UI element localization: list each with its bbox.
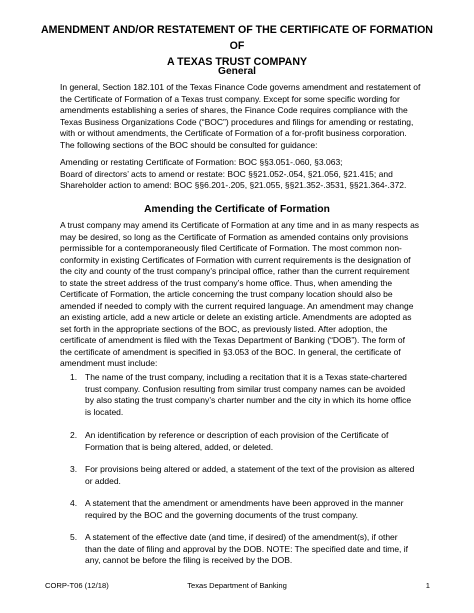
list-item-line: or added. xyxy=(85,475,121,486)
list-item-line: An identification by reference or description of each provision of the Certificate of xyxy=(85,430,389,440)
list-item-text xyxy=(85,532,435,567)
list-item-number: 4. xyxy=(70,498,78,508)
paragraph-line: the Certificate of Formation of a Texas trust company. Except for some specific wording for xyxy=(60,93,400,104)
boc-reference-line: Board of directors’ acts to amend or restate: BOC §§21.052-.054, §21.056, §21.415; and xyxy=(60,168,393,179)
list-item-line: A statement that the amendment or amendments have been approved in the manner xyxy=(85,498,404,508)
paragraph-line: A trust company may amend its Certificate of Formation at any time and in as many respects as xyxy=(60,220,420,230)
list-item-text xyxy=(85,498,435,521)
list-item-number: 3. xyxy=(70,464,78,474)
paragraph-line: Certificate of Formation, the article concerning the trust company location should also be xyxy=(60,289,393,299)
list-item-line: A statement of the effective date (and time, if desired) of the amendment(s), if other xyxy=(85,532,398,542)
boc-reference-line: Amending or restating Certificate of Formation: BOC §§3.051-.060, §3.063; xyxy=(60,157,343,167)
list-item-line: any, cannot be before the filing is received by the DOB. xyxy=(85,555,293,565)
list-item-line: trust company. Confusion resulting from similar trust company names can be avoided xyxy=(85,383,406,394)
list-item-text xyxy=(85,464,435,487)
list-item-number: 2. xyxy=(70,430,78,440)
paragraph-line: the city and county of the trust company’s principal office, rather than the current requirement xyxy=(60,266,410,276)
paragraph-line: set forth in the appropriate sections of the BOC, as previously listed. After adoption, the xyxy=(60,323,388,334)
list-item-text xyxy=(85,430,435,453)
list-item-line: Formation that is being altered, added, or deleted. xyxy=(85,441,274,452)
amending-paragraph xyxy=(60,220,430,370)
document-title-line-2: A TEXAS TRUST COMPANY xyxy=(166,56,308,68)
list-item-line: required by the BOC and the governing documents of the trust company. xyxy=(85,509,358,520)
list-item-number: 1. xyxy=(70,372,78,382)
general-intro-paragraph xyxy=(60,82,430,151)
paragraph-line: certificate of amendment is filed with the Texas Department of Banking (“DOB”). The form of xyxy=(60,335,406,345)
paragraph-line: may be desired, so long as the Certificate of Formation as amended contains only provisions xyxy=(60,231,409,242)
list-item-line: by also stating the trust company’s charter number and the city in which its home office xyxy=(85,395,412,405)
document-title xyxy=(40,22,434,70)
paragraph-line: with or without amendments, the Certificate of Formation of a for-profit business corporation. xyxy=(60,128,407,138)
list-item-line: than the date of filing and approval by the DOB. NOTE: The specified date and time, if xyxy=(85,543,409,554)
page-footer xyxy=(0,580,474,592)
paragraph-line: amendments establishing a series of shares, the Finance Code requires compliance with the xyxy=(60,105,408,115)
paragraph-line: an existing article, add a new article or delete an existing article. Amendments are adopted as xyxy=(60,312,412,322)
paragraph-line: In general, Section 182.101 of the Texas Finance Code governs amendment and restatement of xyxy=(60,82,421,92)
boc-reference-line: Shareholder action to amend: BOC §§6.201-.205, §21.055, §§21.352-.3531, §§21.364-.372. xyxy=(60,180,407,190)
boc-references xyxy=(60,157,430,192)
section-heading-general: General xyxy=(218,66,256,77)
list-item-line: The name of the trust company, including a recitation that it is a Texas state-chartered xyxy=(85,372,407,382)
list-item-number: 5. xyxy=(70,532,78,542)
paragraph-line: amendment must include: xyxy=(60,358,158,368)
document-title-line-1: AMENDMENT AND/OR RESTATEMENT OF THE CERTIFICATE OF FORMATION OF xyxy=(41,24,433,52)
footer-page-number: 1 xyxy=(425,581,430,590)
footer-form-id: CORP-T06 (12/18) xyxy=(45,581,109,590)
paragraph-line: conformity in existing Certificates of Formation with current requirements is the designation of xyxy=(60,254,411,265)
list-item-line: is located. xyxy=(85,406,124,417)
footer-agency: Texas Department of Banking xyxy=(187,581,287,590)
paragraph-line: permissible for a contemporaneously filed Certificate of Formation. The most common non- xyxy=(60,243,402,253)
paragraph-line: the certificate of amendment is specified in §3.053 of the BOC. In general, the certificate of xyxy=(60,346,401,357)
paragraph-line: Texas Business Organizations Code (“BOC”) procedures and filings for amending or restating, xyxy=(60,116,414,127)
paragraph-line: amended if needed to comply with the current required language. An amendment may change xyxy=(60,300,414,311)
section-heading-amending: Amending the Certificate of Formation xyxy=(144,204,330,215)
list-item-text xyxy=(85,372,435,418)
list-item-line: For provisions being altered or added, a statement of the text of the provision as altered xyxy=(85,464,415,474)
paragraph-line: to state the street address of the trust company’s home office. Thus, when amending the xyxy=(60,277,393,288)
paragraph-line: The following sections of the BOC should be consulted for guidance: xyxy=(60,139,318,150)
